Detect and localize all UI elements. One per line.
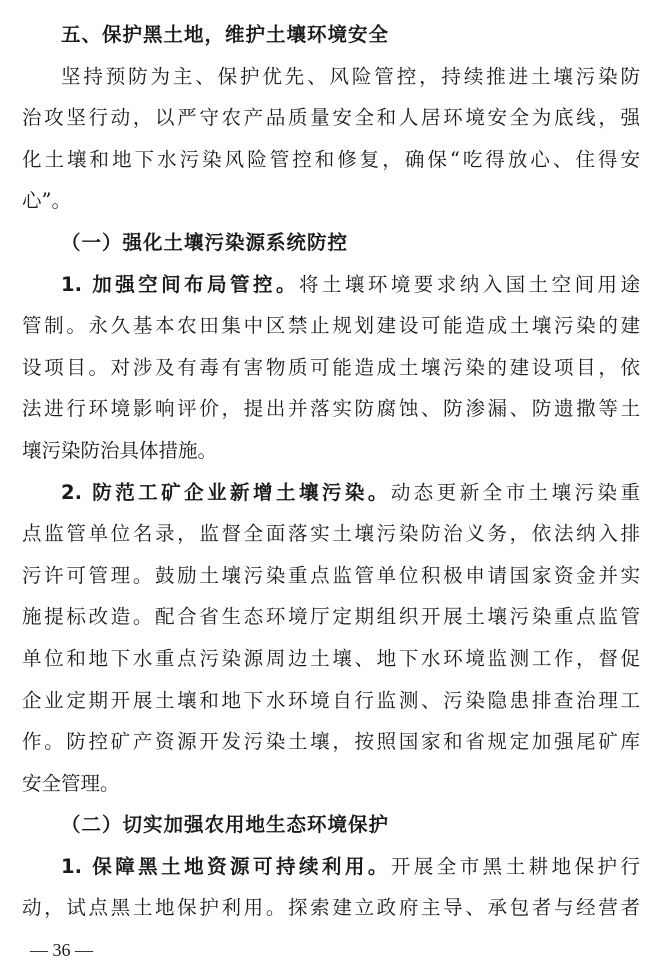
item-lead: 1. 保障黑土地资源可持续利用。 <box>61 854 391 878</box>
paragraph-line: 治攻坚行动，以严守农产品质量安全和人居环境安全为底线，强 <box>22 106 640 130</box>
subsection-title: （一）强化土壤污染源系统防控 <box>61 230 349 254</box>
paragraph-line: 污许可管理。鼓励土壤污染重点监管单位积极申请国家资金并实 <box>22 563 640 587</box>
paragraph-line: 壤污染防治具体措施。 <box>22 438 218 462</box>
paragraph-line: 动，试点黑土地保护利用。探索建立政府主导、承包者与经营者 <box>22 896 640 920</box>
paragraph-line: 点监管单位名录，监督全面落实土壤污染防治义务，依法纳入排 <box>22 522 640 546</box>
paragraph-line: 法进行环境影响评价，提出并落实防腐蚀、防渗漏、防遗撒等土 <box>22 397 640 421</box>
item-text: 将土壤环境要求纳入国土空间用途 <box>298 272 640 296</box>
paragraph-line: 管制。永久基本农田集中区禁止规划建设可能造成土壤污染的建 <box>22 314 640 338</box>
paragraph-line <box>22 472 640 514</box>
item-text: 开展全市黑土耕地保护行 <box>390 854 640 878</box>
paragraph-line: 化土壤和地下水污染风险管控和修复，确保“吃得放心、住得安 <box>22 147 640 171</box>
paragraph-line: 施提标改造。配合省生态环境厅定期组织开展土壤污染重点监管 <box>22 605 640 629</box>
paragraph-line: 企业定期开展土壤和地下水环境自行监测、污染隐患排查治理工 <box>22 688 640 712</box>
section-title: 五、保护黑土地，维护土壤环境安全 <box>61 23 390 46</box>
paragraph-line: 单位和地下水重点污染源周边土壤、地下水环境监测工作，督促 <box>22 646 640 670</box>
paragraph-line: 心”。 <box>22 189 71 213</box>
item-text: 动态更新全市土壤污染重 <box>390 480 640 504</box>
document-page <box>22 14 640 929</box>
paragraph-line <box>22 264 640 306</box>
paragraph-line <box>22 846 640 888</box>
paragraph-line: 坚持预防为主、保护优先、风险管控，持续推进土壤污染防 <box>61 64 640 88</box>
page-number: — 36 — <box>30 940 93 960</box>
paragraph-line: 安全管理。 <box>22 771 120 795</box>
subsection-title: （二）切实加强农用地生态环境保护 <box>61 813 390 837</box>
paragraph-line: 作。防控矿产资源开发污染土壤，按照国家和省规定加强尾矿库 <box>22 730 640 754</box>
item-lead: 2. 防范工矿企业新增土壤污染。 <box>61 480 391 504</box>
item-lead: 1. 加强空间布局管控。 <box>61 272 299 296</box>
paragraph-line: 设项目。对涉及有毒有害物质可能造成土壤污染的建设项目，依 <box>22 355 640 379</box>
